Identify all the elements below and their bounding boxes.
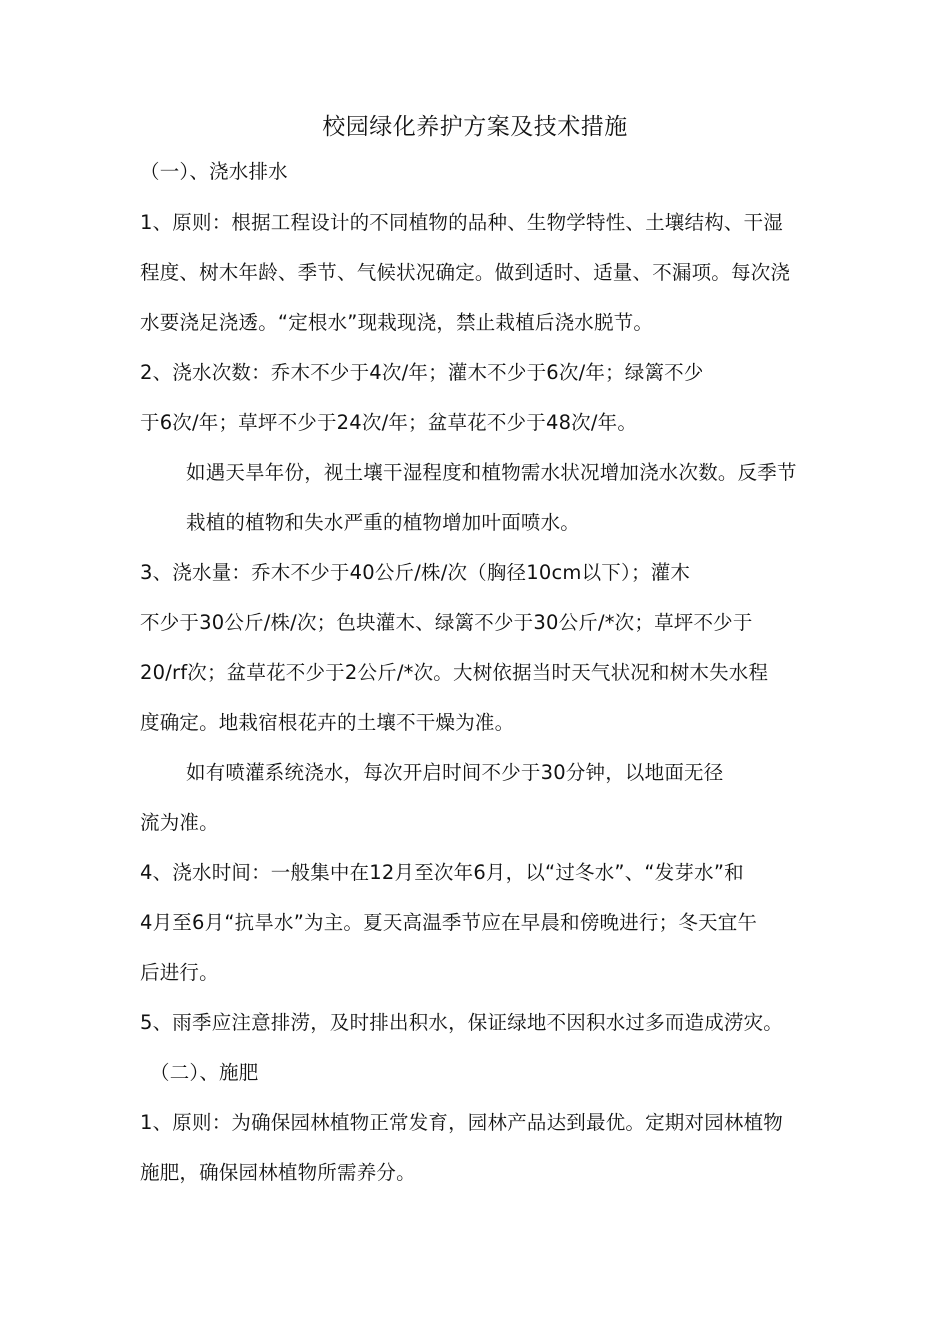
section-heading-fertilizing: （二）、施肥 (150, 1061, 259, 1084)
paragraph-line: 流为准。 (140, 811, 219, 834)
paragraph-line: 2、浇水次数：乔木不少于4次/年；灌木不少于6次/年；绿篱不少 (140, 361, 704, 384)
paragraph-line: 如遇天旱年份，视土壤干湿程度和植物需水状况增加浇水次数。反季节 (186, 461, 797, 484)
paragraph-line: 于6次/年；草坪不少于24次/年；盆草花不少于48次/年。 (140, 411, 638, 434)
paragraph-line: 栽植的植物和失水严重的植物增加叶面喷水。 (186, 511, 581, 534)
paragraph-line: 如有喷灌系统浇水，每次开启时间不少于30分钟，以地面无径 (186, 761, 724, 784)
section-heading-watering: （一）、浇水排水 (140, 160, 288, 183)
document-title: 校园绿化养护方案及技术措施 (322, 114, 628, 140)
paragraph-line: 3、浇水量：乔木不少于40公斤/株/次（胸径10cm以下）；灌木 (140, 561, 691, 584)
paragraph-line: 施肥，确保园林植物所需养分。 (140, 1161, 416, 1184)
paragraph-line: 度确定。地栽宿根花卉的土壤不干燥为准。 (140, 711, 515, 734)
paragraph-line: 5、雨季应注意排涝，及时排出积水，保证绿地不因积水过多而造成涝灾。 (140, 1011, 784, 1034)
paragraph-line: 1、原则：为确保园林植物正常发育，园林产品达到最优。定期对园林植物 (140, 1111, 784, 1134)
paragraph-line: 1、原则：根据工程设计的不同植物的品种、生物学特性、土壤结构、干湿 (140, 211, 784, 234)
paragraph-line: 20/rf次；盆草花不少于2公斤/*次。大树依据当时天气状况和树木失水程 (140, 661, 769, 684)
paragraph-line: 程度、树木年龄、季节、气候状况确定。做到适时、适量、不漏项。每次浇 (140, 261, 791, 284)
paragraph-line: 后进行。 (140, 961, 219, 984)
paragraph-line: 不少于30公斤/株/次；色块灌木、绿篱不少于30公斤/*次；草坪不少于 (140, 611, 753, 634)
paragraph-line: 4月至6月“抗旱水”为主。夏天高温季节应在早晨和傍晚进行；冬天宜午 (140, 911, 758, 934)
paragraph-line: 4、浇水时间：一般集中在12月至次年6月，以“过冬水”、“发芽水”和 (140, 861, 744, 884)
paragraph-line: 水要浇足浇透。“定根水”现栽现浇，禁止栽植后浇水脱节。 (140, 311, 654, 334)
